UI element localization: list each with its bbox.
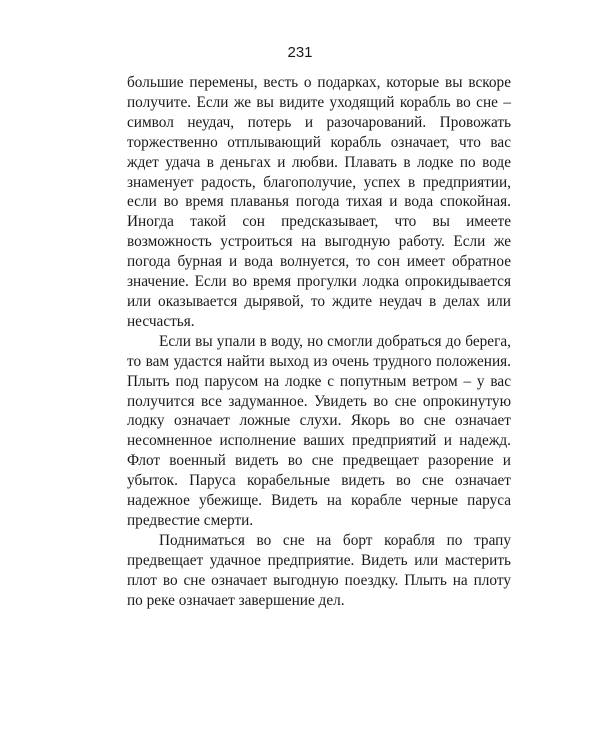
paragraph: большие перемены, весть о подарках, которые вы вскоре получите. Если же вы видите уходящий корабль во сне – символ неудач, потерь и разочарований. Провожать торжественно отплывающий корабль означает, что вас ждет удача в деньгах и любви. Плавать в лодке по воде знаменует радость, благополучие, успех в предприятии, если во время плаванья погода тихая и вода спокойная. Иногда такой сон предсказывает, что вы имеете возможность устроиться на выгодную работу. Если же погода бурная и вода волнуется, то сон имеет обратное значение. Если во время прогулки лодка опрокидывается или оказывается дырявой, то ждите неудач в делах или несчастья. [127,74,511,330]
paragraph: Подниматься во сне на борт корабля по трапу предвещает удачное предприятие. Видеть или мастерить плот во сне означает выгодную поездку. Плыть на плоту по реке означает завершение дел. [127,531,511,609]
page-number: 231 [287,44,313,61]
page-text [127,73,511,610]
paragraph: Если вы упали в воду, но смогли добраться до берега, то вам удастся найти выход из очень трудного положения. Плыть под парусом на лодке с попутным ветром – у вас получится все задуманное. Увидеть во сне опрокинутую лодку означает ложные слухи. Якорь во сне означает несомненное исполнение ваших предприятий и надежд. Флот военный видеть во сне предвещает разорение и убыток. Паруса корабельные видеть во сне означает надежное убежище. Видеть на корабле черные паруса предвестие смерти. [127,332,511,529]
